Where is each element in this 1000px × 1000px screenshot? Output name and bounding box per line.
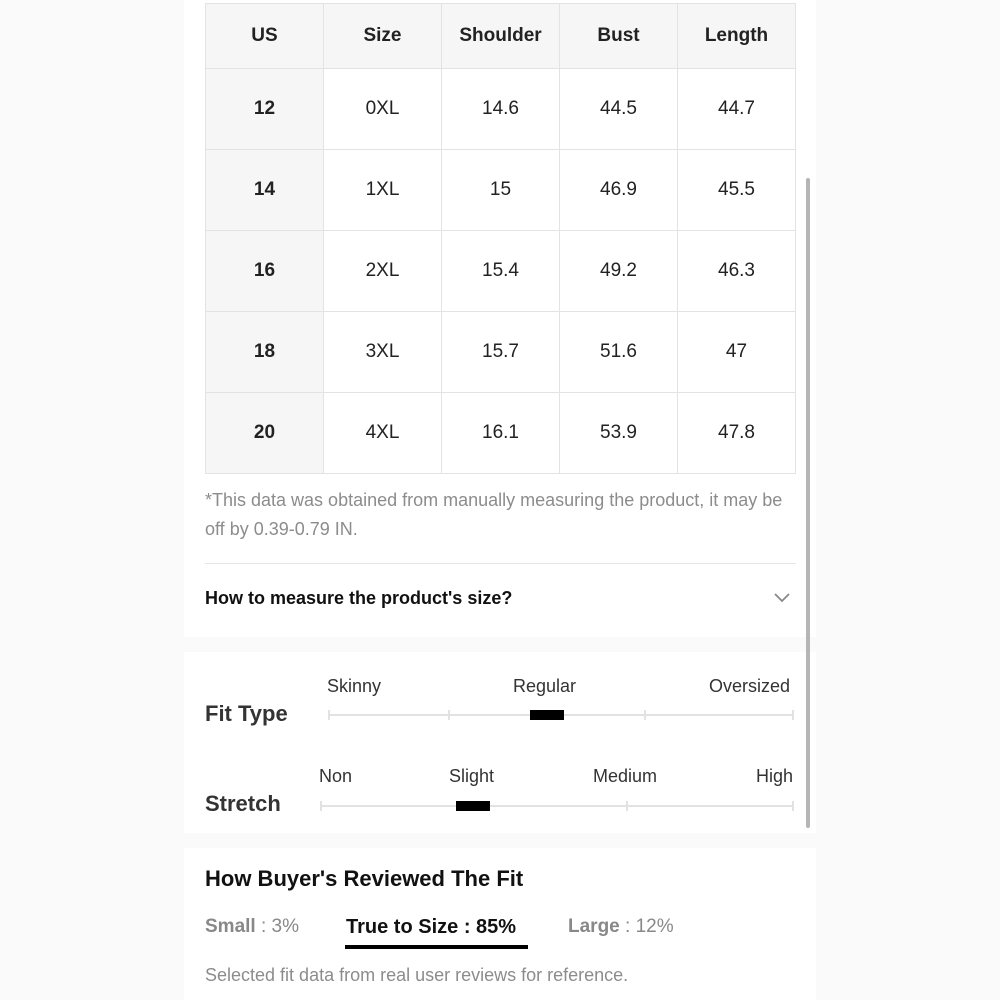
review-small-label: Small	[205, 916, 256, 937]
cell-bust: 49.2	[560, 231, 678, 312]
measurement-note: *This data was obtained from manually measuring the product, it may be off by 0.39-0.79 IN.	[205, 490, 783, 539]
reference-note: Selected fit data from real user reviews for reference.	[205, 965, 629, 985]
cell-shoulder: 14.6	[442, 69, 560, 150]
fit-level-skinny: Skinny	[327, 676, 382, 696]
cell-us: 20	[206, 393, 324, 474]
cell-length: 44.7	[678, 69, 796, 150]
cell-length: 46.3	[678, 231, 796, 312]
size-chart-table	[205, 3, 796, 474]
fit-type-tick	[644, 710, 646, 720]
stretch-level-medium: Medium	[593, 766, 658, 786]
stretch-tick	[626, 801, 628, 811]
stretch-tick	[320, 801, 322, 811]
cell-bust: 53.9	[560, 393, 678, 474]
stretch-track	[320, 805, 794, 807]
header-bust: Bust	[560, 4, 678, 69]
selected-tab-underline	[345, 945, 528, 949]
divider	[205, 563, 796, 564]
cell-length: 47.8	[678, 393, 796, 474]
header-us: US	[206, 4, 324, 69]
header-shoulder: Shoulder	[442, 4, 560, 69]
table-row	[206, 393, 796, 474]
fit-type-tick	[328, 710, 330, 720]
table-header-row	[206, 4, 796, 69]
review-true-to-size-value: : 85%	[463, 916, 517, 938]
cell-length: 47	[678, 312, 796, 393]
fit-level-oversized: Oversized	[709, 676, 791, 696]
cell-bust: 44.5	[560, 69, 678, 150]
table-row	[206, 312, 796, 393]
table-row	[206, 231, 796, 312]
cell-bust: 46.9	[560, 150, 678, 231]
cell-size: 4XL	[324, 393, 442, 474]
fit-type-marker	[530, 710, 564, 720]
cell-size: 2XL	[324, 231, 442, 312]
cell-bust: 51.6	[560, 312, 678, 393]
fit-type-label: Fit Type	[205, 701, 288, 726]
table-row	[206, 69, 796, 150]
cell-shoulder: 16.1	[442, 393, 560, 474]
chevron-down-icon[interactable]	[772, 590, 792, 604]
fit-type-tick	[792, 710, 794, 720]
review-true-to-size[interactable]	[346, 916, 516, 939]
cell-size: 1XL	[324, 150, 442, 231]
review-large-label: Large	[568, 916, 620, 937]
scrollbar[interactable]	[806, 178, 810, 828]
fit-level-regular: Regular	[513, 676, 577, 696]
cell-us: 12	[206, 69, 324, 150]
review-large-value: : 12%	[625, 916, 674, 937]
review-small-value: : 3%	[260, 916, 300, 937]
cell-us: 18	[206, 312, 324, 393]
stretch-level-slight: Slight	[449, 766, 495, 786]
how-to-measure-link[interactable]: How to measure the product's size?	[205, 588, 513, 608]
review-large[interactable]	[568, 916, 674, 938]
header-length: Length	[678, 4, 796, 69]
review-small[interactable]	[205, 916, 299, 938]
cell-shoulder: 15.4	[442, 231, 560, 312]
review-true-to-size-label: True to Size	[346, 916, 459, 938]
stretch-tick	[792, 801, 794, 811]
cell-size: 3XL	[324, 312, 442, 393]
cell-length: 45.5	[678, 150, 796, 231]
cell-shoulder: 15.7	[442, 312, 560, 393]
stretch-label: Stretch	[205, 791, 281, 816]
stretch-marker	[456, 801, 490, 811]
cell-shoulder: 15	[442, 150, 560, 231]
cell-size: 0XL	[324, 69, 442, 150]
stretch-level-non: Non	[319, 766, 353, 786]
header-size: Size	[324, 4, 442, 69]
stretch-level-high: High	[756, 766, 794, 786]
table-row	[206, 150, 796, 231]
fit-type-tick	[448, 710, 450, 720]
cell-us: 16	[206, 231, 324, 312]
cell-us: 14	[206, 150, 324, 231]
review-fit-title: How Buyer's Reviewed The Fit	[205, 866, 524, 891]
